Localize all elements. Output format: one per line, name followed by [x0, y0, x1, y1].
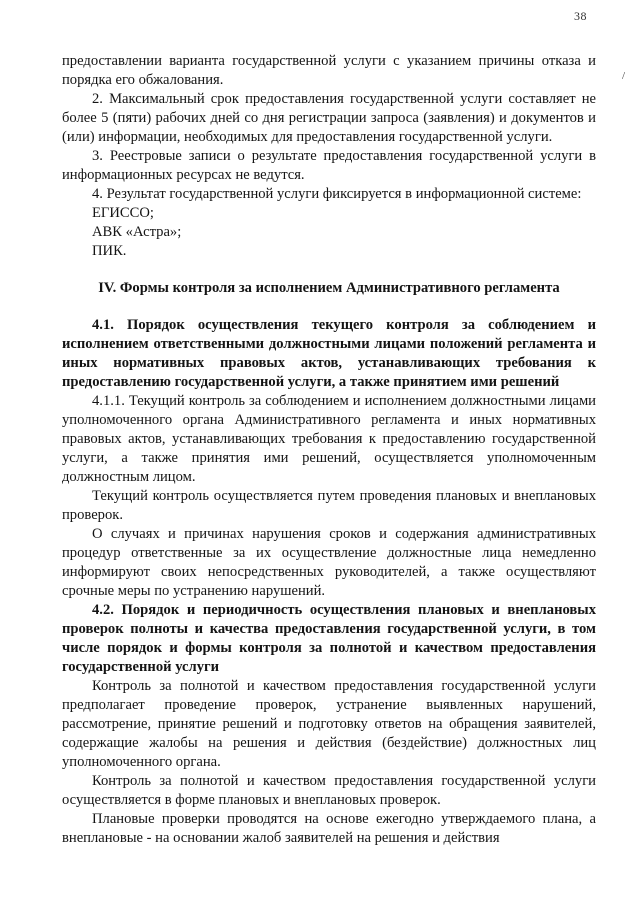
paragraph-4-1-1: 4.1.1. Текущий контроль за соблюдением и исполнением должностными лицами уполномоченного органа Административного регламента и иных нормативных правовых актов, устанавливающих требования к предоставлению государственной услуги, а также принятия ими решений, осуществляется уполномоченным должностным лицом. [62, 393, 596, 485]
paragraph-result-fixation: 4. Результат государственной услуги фиксируется в информационной системе: [92, 186, 582, 202]
margin-mark: / [622, 70, 626, 82]
document-body [62, 52, 596, 848]
section-title: IV. Формы контроля за исполнением Административного регламента [98, 280, 560, 296]
paragraph-continuation: предоставлении варианта государственной услуги с указанием причины отказа и порядка его обжалования. [62, 53, 596, 88]
paragraph-control-forms: Контроль за полнотой и качеством предоставления государственной услуги осуществляется в форме плановых и внеплановых проверок. [62, 773, 596, 808]
paragraph-max-term: 2. Максимальный срок предоставления государственной услуги составляет не более 5 (пяти) рабочих дней со дня регистрации запроса (заявления) и документов и (или) информации, необходимых для предоставления государственной услуги. [62, 91, 596, 145]
paragraph-current-control: Текущий контроль осуществляется путем проведения плановых и внеплановых проверок. [62, 488, 596, 523]
paragraph-registry-records: 3. Реестровые записи о результате предоставления государственной услуги в информационных ресурсах не ведутся. [62, 148, 596, 183]
system-item-avk-astra: АВК «Астра»; [92, 224, 182, 240]
subsection-heading-4-1: 4.1. Порядок осуществления текущего контроля за соблюдением и исполнением ответственными должностными лицами положений регламента и иных нормативных правовых актов, устанавливающих требования к предоставлению государственной услуги, а также принятием ими решений [62, 317, 596, 390]
page-number: 38 [574, 9, 587, 23]
paragraph-quality-control: Контроль за полнотой и качеством предоставления государственной услуги предполагает проведение проверок, устранение выявленных нарушений, рассмотрение, принятие решений и подготовку ответов на обращения заявителей, содержащие жалобы на решения и действия (бездействие) должностных лиц уполномоченного органа. [62, 678, 596, 770]
system-item-pik: ПИК. [92, 243, 127, 259]
system-item-egisso: ЕГИССО; [92, 205, 154, 221]
paragraph-planned-inspections: Плановые проверки проводятся на основе ежегодно утверждаемого плана, а внеплановые - на основании жалоб заявителей на решения и действия [62, 811, 596, 846]
subsection-heading-4-2: 4.2. Порядок и периодичность осуществления плановых и внеплановых проверок полноты и качества предоставления государственной услуги, в том числе порядок и формы контроля за полнотой и качеством предоставления государственной услуги [62, 602, 596, 675]
paragraph-violations: О случаях и причинах нарушения сроков и содержания административных процедур ответственные за их осуществление должностные лица немедленно информируют своих непосредственных руководителей, а также осуществляют срочные меры по устранению нарушений. [62, 526, 596, 599]
